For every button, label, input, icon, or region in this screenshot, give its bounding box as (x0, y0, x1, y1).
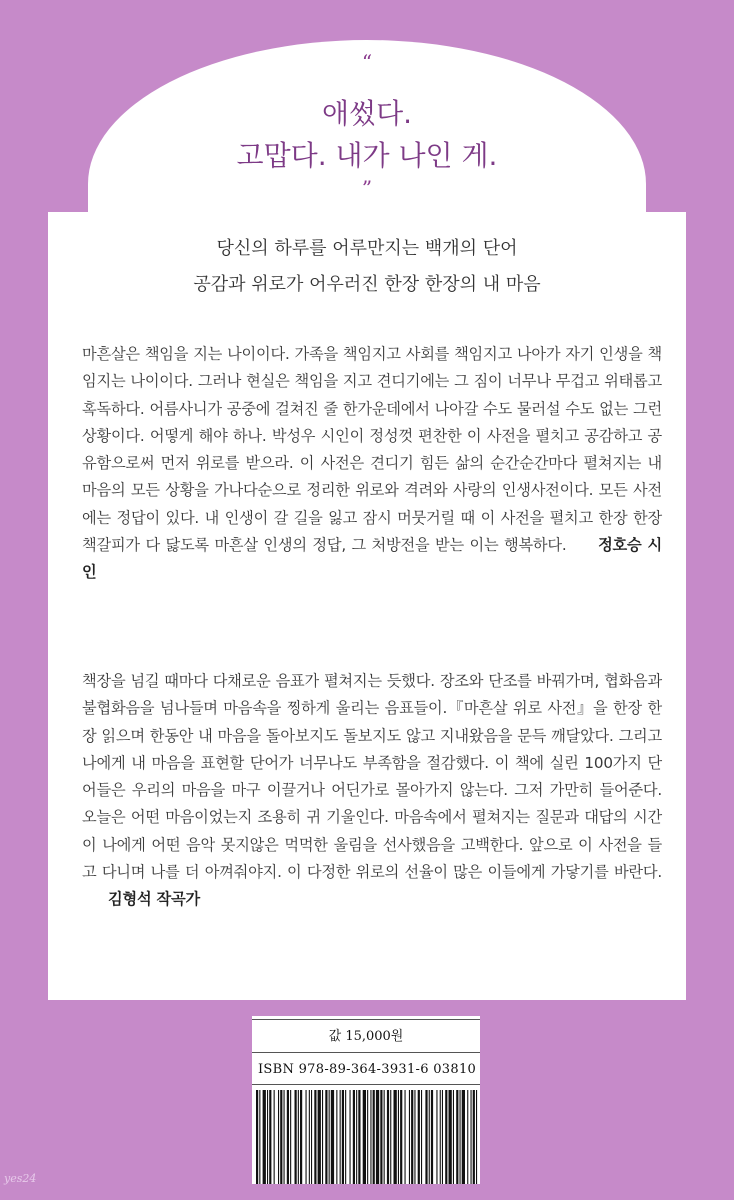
divider (252, 1019, 480, 1020)
isbn-label: ISBN 978-89-364-3931-6 03810 (258, 1062, 477, 1077)
price-barcode-box (252, 1016, 480, 1184)
divider (252, 1084, 480, 1085)
subtitle-line-2: 공감과 위로가 어우러진 한장 한장의 내 마음 (193, 274, 541, 295)
review-paragraph-2 (82, 668, 662, 914)
review-paragraph-1 (82, 341, 662, 587)
review-text: 책장을 넘길 때마다 다채로운 음표가 펼쳐지는 듯했다. 장조와 단조를 바꿔가며, 협화음과 불협화음을 넘나들며 마음속을 찡하게 울리는 음표들이.『마흔살 위로 사전』을 한장 한장 읽으며 한동안 내 마음을 돌아보지도 돌보지도 않고 지내왔음을 문득 깨달았다. 그리고 나에게 내 마음을 표현할 단어가 너무나도 부족함을 절감했다. 이 책에 실린 100가지 단어들은 우리의 마음을 마구 이끌거나 어딘가로 몰아가지 않는다. 그저 가만히 들어준다. 오늘은 어떤 마음이었는지 조용히 귀 기울인다. 마음속에서 펼쳐지는 질문과 대답의 시간이 나에게 어떤 음악 못지않은 먹먹한 울림을 선사했음을 고백한다. 앞으로 이 사전을 들고 다니며 나를 더 아껴줘야지. 이 다정한 위로의 선율이 많은 이들에게 가닿기를 바란다. (82, 672, 662, 882)
price-label: 값 15,000원 (328, 1029, 404, 1044)
subtitle-line-1: 당신의 하루를 어루만지는 백개의 단어 (216, 238, 518, 259)
headline-line-2: 고맙다. 내가 나인 게. (236, 139, 498, 172)
close-quote-mark: ” (361, 176, 373, 200)
headline-line-1: 애썼다. (321, 97, 413, 130)
watermark-logo: yes24 (4, 1172, 37, 1185)
review-text: 마흔살은 책임을 지는 나이이다. 가족을 책임지고 사회를 책임지고 나아가 자기 인생을 책임지는 나이이다. 그러나 현실은 책임을 지고 견디기에는 그 짐이 너무나 무겁고 위태롭고 혹독하다. 어름사니가 공중에 걸쳐진 줄 한가운데에서 나아갈 수도 물러설 수도 없는 그런 상황이다. 어떻게 해야 하나. 박성우 시인이 정성껏 편찬한 이 사전을 펼치고 공감하고 공유함으로써 먼저 위로를 받으라. 이 사전은 견디기 힘든 삶의 순간순간마다 펼쳐지는 내 마음의 모든 상황을 가나다순으로 정리한 위로와 격려와 사랑의 인생사전이다. 모든 사전에는 정답이 있다. 내 인생이 갈 길을 잃고 잠시 머뭇거릴 때 이 사전을 펼치고 한장 한장 책갈피가 다 닳도록 마흔살 인생의 정답, 그 처방전을 받는 이는 행복하다. (82, 345, 662, 555)
barcode-icon (254, 1090, 478, 1184)
divider (252, 1052, 480, 1053)
open-quote-mark: “ (361, 50, 373, 74)
review-author: 김형석 작곡가 (108, 890, 200, 909)
review-author: 정호승 시인 (82, 536, 662, 582)
